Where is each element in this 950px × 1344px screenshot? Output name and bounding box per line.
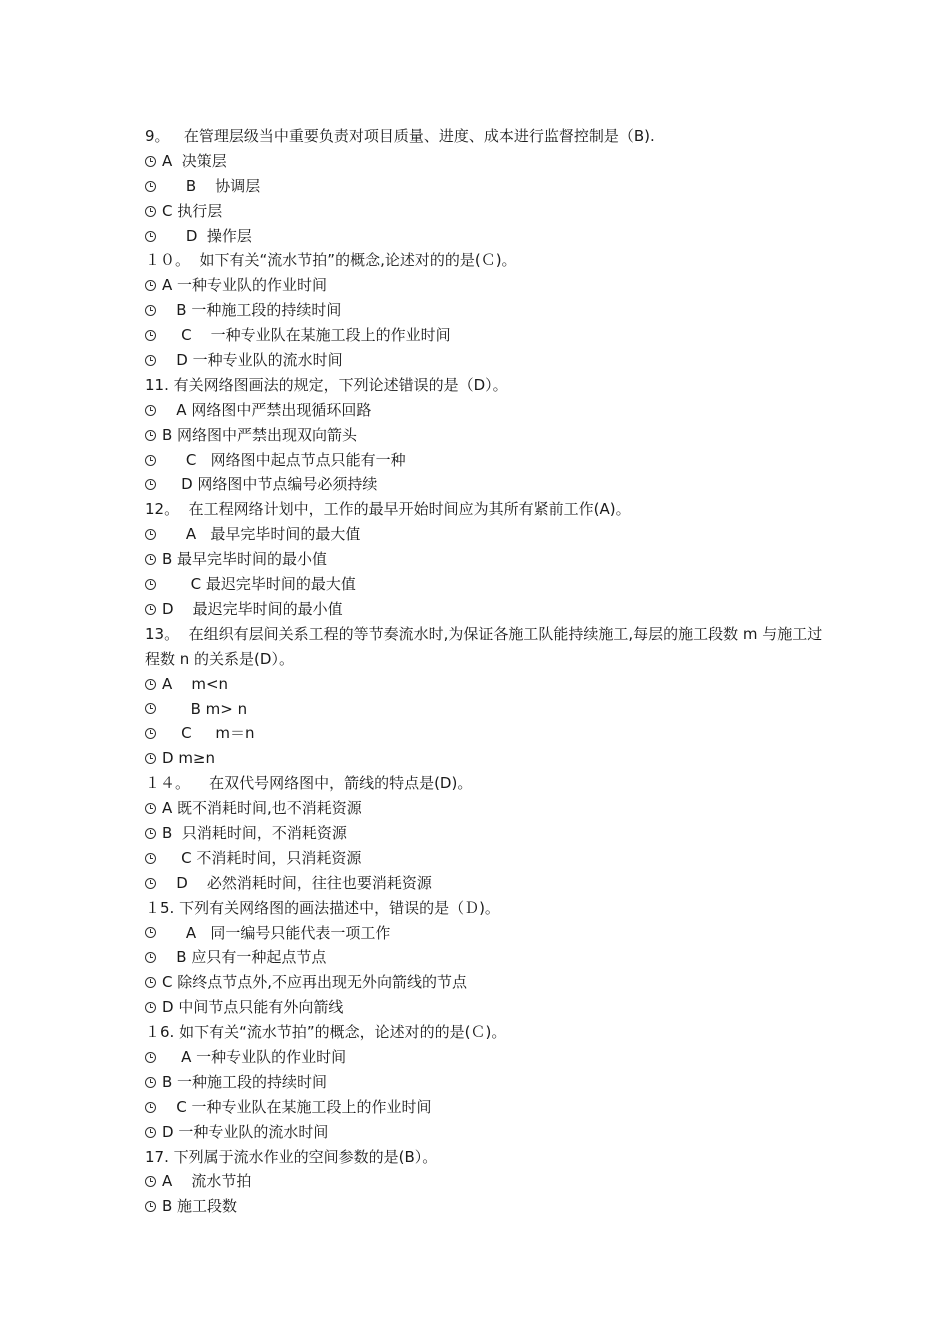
option-label: A 网络图中严禁出现循环回路 [162,400,372,419]
question-block [145,1020,825,1144]
clock-bullet-icon [145,1102,156,1113]
question-block [145,896,825,1020]
option-label: D 中间节点只能有外向箭线 [162,998,344,1017]
question-block [145,771,825,895]
answer-option[interactable] [145,547,825,572]
option-label: C 除终点节点外,不应再出现无外向箭线的节点 [162,973,468,992]
option-label: A m<n [162,674,229,693]
option-label: B 一种施工段的持续时间 [162,1072,328,1091]
answer-option[interactable] [145,1045,825,1070]
clock-bullet-icon [145,878,156,889]
option-label: C 网络图中起点节点只能有一种 [162,450,406,469]
answer-option[interactable] [145,821,825,846]
option-label: D 一种专业队的流水时间 [162,1122,329,1141]
clock-bullet-icon [145,455,156,466]
answer-option[interactable] [145,298,825,323]
answer-option[interactable] [145,224,825,249]
answer-option[interactable] [145,1070,825,1095]
answer-option[interactable] [145,174,825,199]
option-label: D 必然消耗时间，往往也要消耗资源 [162,873,432,892]
document-body [145,124,825,1219]
answer-option[interactable] [145,1095,825,1120]
answer-option[interactable] [145,472,825,497]
option-label: C m＝n [162,724,255,743]
option-label: C 最迟完毕时间的最大值 [162,575,356,594]
option-label: D 最迟完毕时间的最小值 [162,599,343,618]
option-label: A 最早完毕时间的最大值 [162,525,361,544]
answer-option[interactable] [145,1120,825,1145]
question-stem: １０。 如下有关“流水节拍”的概念,论述对的的是(Ｃ)。 [145,251,517,270]
option-label: D 操作层 [162,226,252,245]
clock-bullet-icon [145,280,156,291]
answer-option[interactable] [145,522,825,547]
clock-bullet-icon [145,579,156,590]
clock-bullet-icon [145,181,156,192]
answer-option[interactable] [145,572,825,597]
answer-option[interactable] [145,398,825,423]
option-label: A 同一编号只能代表一项工作 [162,923,391,942]
clock-bullet-icon [145,703,156,714]
clock-bullet-icon [145,828,156,839]
option-label: D 一种专业队的流水时间 [162,351,343,370]
answer-option[interactable] [145,348,825,373]
clock-bullet-icon [145,1176,156,1187]
option-label: B 施工段数 [162,1197,238,1216]
answer-option[interactable] [145,448,825,473]
option-label: B 最早完毕时间的最小值 [162,550,328,569]
clock-bullet-icon [145,1052,156,1063]
answer-option[interactable] [145,945,825,970]
answer-option[interactable] [145,970,825,995]
option-label: B 只消耗时间，不消耗资源 [162,823,347,842]
question-stem: 13。 在组织有层间关系工程的等节奏流水时,为保证各施工队能持续施工,每层的施工段数 m 与施工过程数 n 的关系是(D）。 [145,624,823,668]
option-label: B 一种施工段的持续时间 [162,301,342,320]
clock-bullet-icon [145,952,156,963]
option-label: D 网络图中节点编号必须持续 [162,475,378,494]
question-stem: 12。 在工程网络计划中，工作的最早开始时间应为其所有紧前工作(A)。 [145,500,631,519]
clock-bullet-icon [145,206,156,217]
question-block [145,124,825,248]
question-block [145,497,825,621]
answer-option[interactable] [145,597,825,622]
answer-option[interactable] [145,1169,825,1194]
answer-option[interactable] [145,273,825,298]
option-label: A 一种专业队的作业时间 [162,1047,347,1066]
question-block [145,373,825,497]
clock-bullet-icon [145,728,156,739]
answer-option[interactable] [145,921,825,946]
option-label: A 既不消耗时间,也不消耗资源 [162,799,362,818]
clock-bullet-icon [145,479,156,490]
question-block [145,622,825,771]
answer-option[interactable] [145,423,825,448]
clock-bullet-icon [145,1002,156,1013]
option-label: B 应只有一种起点节点 [162,948,327,967]
option-label: A 一种专业队的作业时间 [162,276,328,295]
clock-bullet-icon [145,231,156,242]
clock-bullet-icon [145,753,156,764]
clock-bullet-icon [145,430,156,441]
answer-option[interactable] [145,721,825,746]
answer-option[interactable] [145,1194,825,1219]
option-label: B 网络图中严禁出现双向箭头 [162,425,358,444]
clock-bullet-icon [145,853,156,864]
answer-option[interactable] [145,697,825,722]
answer-option[interactable] [145,995,825,1020]
clock-bullet-icon [145,1077,156,1088]
option-label: C 执行层 [162,201,223,220]
question-stem: 9。 在管理层级当中重要负责对项目质量、进度、成本进行监督控制是（B). [145,127,655,145]
clock-bullet-icon [145,1201,156,1212]
question-block [145,248,825,372]
option-label: C 一种专业队在某施工段上的作业时间 [162,1097,432,1116]
clock-bullet-icon [145,1127,156,1138]
clock-bullet-icon [145,405,156,416]
question-stem: 11. 有关网络图画法的规定，下列论述错误的是（D）。 [145,375,508,394]
option-label: C 不消耗时间，只消耗资源 [162,848,362,867]
option-label: D m≥n [162,749,216,768]
answer-option[interactable] [145,323,825,348]
clock-bullet-icon [145,355,156,366]
answer-option[interactable] [145,149,825,174]
clock-bullet-icon [145,156,156,167]
question-stem: 17. 下列属于流水作业的空间参数的是(B）。 [145,1147,438,1166]
option-label: C 一种专业队在某施工段上的作业时间 [162,326,451,345]
question-stem: １5. 下列有关网络图的画法描述中，错误的是（Ｄ)。 [145,898,500,917]
clock-bullet-icon [145,305,156,316]
question-stem: １6. 如下有关“流水节拍”的概念，论述对的的是(Ｃ)。 [145,1023,507,1042]
answer-option[interactable] [145,199,825,224]
clock-bullet-icon [145,803,156,814]
clock-bullet-icon [145,529,156,540]
option-label: A 流水节拍 [162,1172,252,1191]
clock-bullet-icon [145,927,156,938]
clock-bullet-icon [145,604,156,615]
answer-option[interactable] [145,746,825,771]
option-label: B m> n [162,699,248,718]
answer-option[interactable] [145,871,825,896]
option-label: A 决策层 [162,151,227,170]
question-block [145,1145,825,1220]
answer-option[interactable] [145,846,825,871]
clock-bullet-icon [145,977,156,988]
answer-option[interactable] [145,672,825,697]
clock-bullet-icon [145,330,156,341]
clock-bullet-icon [145,679,156,690]
answer-option[interactable] [145,796,825,821]
option-label: B 协调层 [162,176,261,195]
question-stem: １４。 在双代号网络图中，箭线的特点是(D)。 [145,774,473,793]
clock-bullet-icon [145,554,156,565]
